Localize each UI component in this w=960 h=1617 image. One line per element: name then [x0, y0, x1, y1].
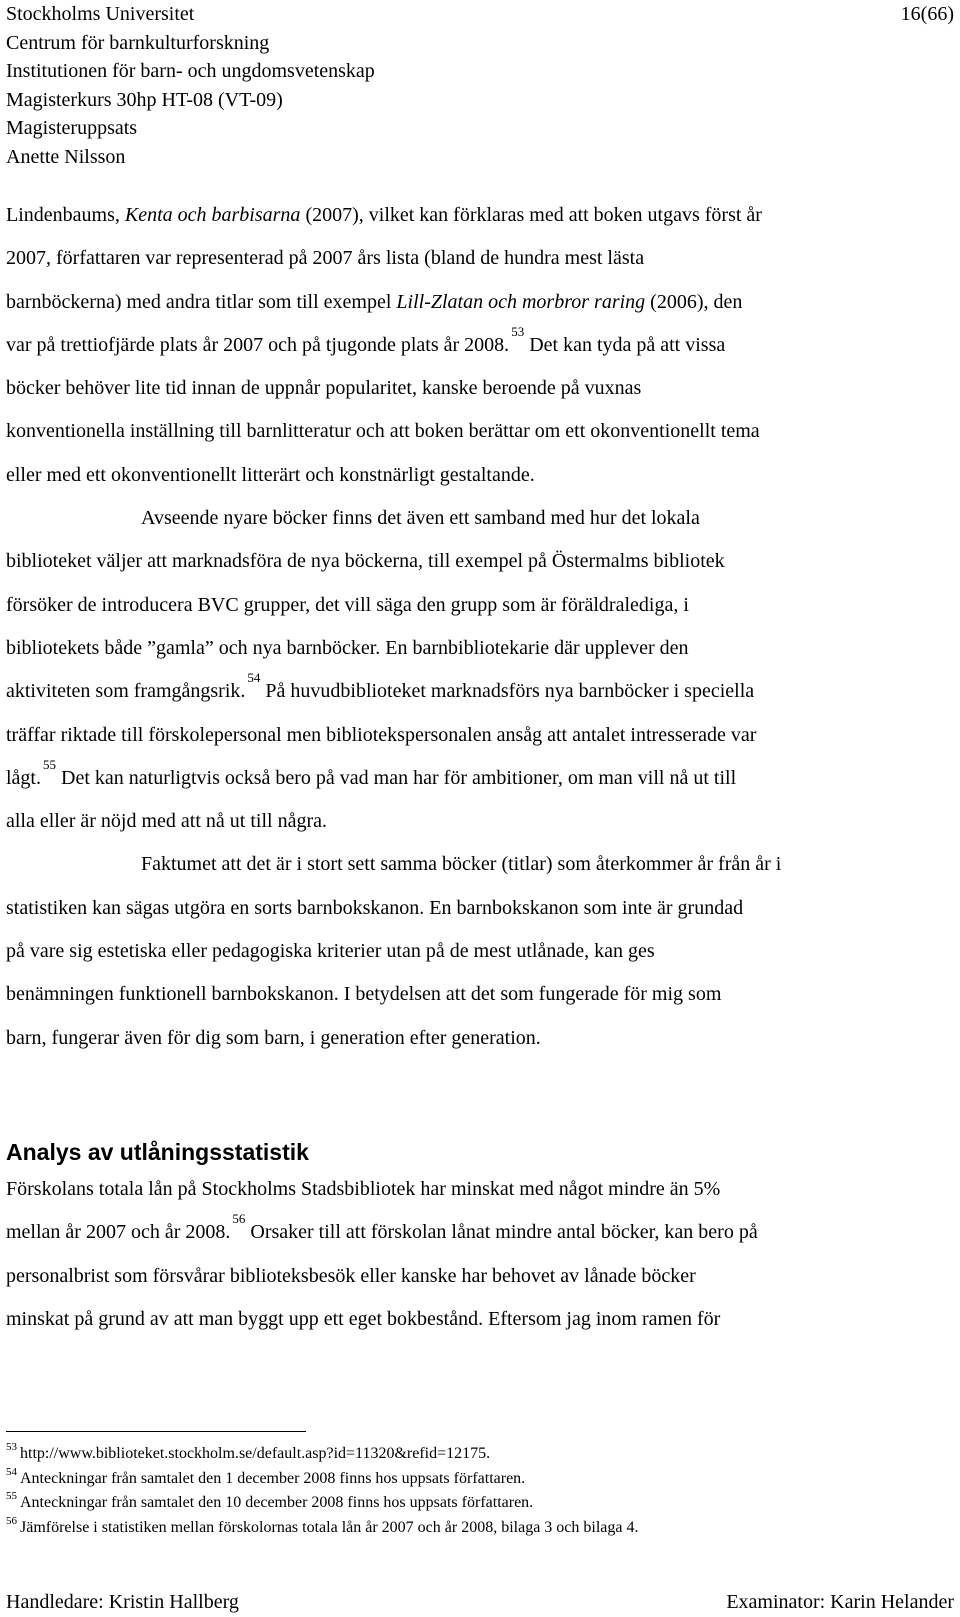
footnotes	[6, 1442, 954, 1540]
text-line	[6, 324, 954, 367]
analysis-section	[6, 1136, 954, 1341]
text-line: 2007, författaren var representerad på 2007 års lista (bland de hundra mest lästa	[6, 247, 645, 270]
footer-examiner: Examinator: Karin Helander	[726, 1591, 954, 1613]
text-line: biblioteket väljer att marknadsföra de nya böckerna, till exempel på Östermalms bibliotek	[6, 550, 725, 573]
text-line: benämningen funktionell barnbokskanon. I betydelsen att det som fungerade för mig som	[6, 983, 722, 1006]
text-span: var på trettiofjärde plats år 2007 och på tjugonde plats år 2008.	[6, 333, 510, 356]
text-span: Det kan tyda på att vissa	[524, 333, 726, 356]
text-line	[6, 281, 954, 324]
text-line	[6, 757, 954, 800]
text-line: bibliotekets både ”gamla” och nya barnböcker. En barnbibliotekarie där upplever den	[6, 636, 689, 659]
text-span: Faktumet att det är i stort sett samma böcker (titlar) som återkommer år från år i	[141, 853, 782, 876]
text-span: mellan år 2007 och år 2008.	[6, 1221, 231, 1244]
header-centre: Centrum för barnkulturforskning	[6, 31, 270, 54]
header-university: Stockholms Universitet	[6, 3, 195, 25]
text-line	[6, 194, 954, 237]
text-line: alla eller är nöjd med att nå ut till några.	[6, 810, 327, 833]
text-line: statistiken kan sägas utgöra en sorts barnbokskanon. En barnbokskanon som inte är grundad	[6, 896, 744, 919]
text-span: På huvudbiblioteket marknadsförs nya barnböcker i speciella	[260, 680, 755, 703]
text-line: konventionella inställning till barnlitteratur och att boken berättar om ett okonventionellt tema	[6, 420, 760, 443]
text-span: lågt.	[6, 766, 41, 789]
text-span: (2006), den	[645, 290, 743, 313]
text-line	[6, 497, 954, 540]
section-paragraph	[6, 1168, 954, 1341]
text-line: eller med ett okonventionellt litterärt och konstnärligt gestaltande.	[6, 463, 535, 486]
text-span: Lindenbaums,	[6, 204, 125, 226]
header-author: Anette Nilsson	[6, 145, 126, 168]
book-title: Lill-Zlatan och morbror raring	[396, 290, 646, 313]
footnote-number: 55	[6, 1490, 17, 1502]
text-line	[6, 1211, 954, 1254]
text-line: på vare sig estetiska eller pedagogiska kriterier utan på de mest utlånade, kan ges	[6, 940, 655, 963]
footnote-text: Jämförelse i statistiken mellan förskolornas totala lån år 2007 och år 2008, bilaga 3 och bilaga 4.	[20, 1518, 639, 1536]
text-line: träffar riktade till förskolepersonal men bibliotekspersonalen ansåg att antalet intresserade var	[6, 723, 757, 746]
footnote-text: Anteckningar från samtalet den 10 december 2008 finns hos uppsats författaren.	[20, 1494, 534, 1511]
footnote	[6, 1442, 954, 1467]
header-document-type: Magisteruppsats	[6, 117, 138, 139]
text-span: Det kan naturligtvis också bero på vad man har för ambitioner, om man vill nå ut till	[56, 766, 737, 789]
header-course: Magisterkurs 30hp HT-08 (VT-09)	[6, 88, 283, 111]
footnote-number: 56	[6, 1514, 17, 1527]
footnote-separator	[6, 1431, 306, 1432]
footnote-ref: 54	[247, 670, 261, 686]
paragraph-3	[6, 843, 954, 1059]
text-line: minskat på grund av att man byggt upp ett eget bokbestånd. Eftersom jag inom ramen för	[6, 1307, 721, 1330]
book-title: Kenta och barbisarna	[124, 204, 301, 226]
page-number: 16(66)	[900, 3, 954, 25]
footnote-ref: 53	[511, 323, 525, 339]
text-span: (2007), vilket kan förklaras med att boken utgavs först år	[300, 204, 762, 226]
text-line: barn, fungerar även för dig som barn, i generation efter generation.	[6, 1026, 541, 1049]
paragraph-2	[6, 497, 954, 843]
footnote	[6, 1467, 954, 1492]
footnote-ref: 56	[232, 1211, 246, 1227]
footnote-text: http://www.biblioteket.stockholm.se/default.asp?id=11320&refid=12175.	[20, 1445, 491, 1462]
footnote-number: 53	[6, 1441, 17, 1453]
text-line	[6, 670, 954, 713]
footer-supervisor: Handledare: Kristin Hallberg	[6, 1591, 239, 1613]
footnote-number: 54	[6, 1465, 17, 1478]
page-header	[6, 0, 954, 171]
section-heading: Analys av utlåningsstatistik	[6, 1139, 309, 1165]
footnote-text: Anteckningar från samtalet den 1 december 2008 finns hos uppsats författaren.	[20, 1469, 526, 1487]
footnote	[6, 1516, 954, 1541]
header-department: Institutionen för barn- och ungdomsvetenskap	[6, 60, 375, 82]
text-span: Orsaker till att förskolan lånat mindre antal böcker, kan bero på	[245, 1221, 758, 1244]
text-span: barnböckerna) med andra titlar som till exempel	[6, 290, 397, 313]
paragraph-1	[6, 194, 954, 497]
body-text	[6, 194, 954, 1060]
text-line	[6, 843, 954, 886]
text-line: böcker behöver lite tid innan de uppnår popularitet, kanske beroende på vuxnas	[6, 377, 642, 400]
text-line: försöker de introducera BVC grupper, det vill säga den grupp som är föräldralediga, i	[6, 593, 689, 616]
footnote-ref: 55	[43, 756, 56, 772]
text-span: aktiviteten som framgångsrik.	[6, 680, 246, 703]
text-line: personalbrist som försvårar biblioteksbesök eller kanske har behovet av lånade böcker	[6, 1264, 696, 1287]
footnote	[6, 1491, 954, 1516]
text-span: Avseende nyare böcker finns det även ett samband med hur det lokala	[141, 507, 700, 530]
text-line: Förskolans totala lån på Stockholms Stadsbibliotek har minskat med något mindre än 5%	[6, 1178, 721, 1200]
